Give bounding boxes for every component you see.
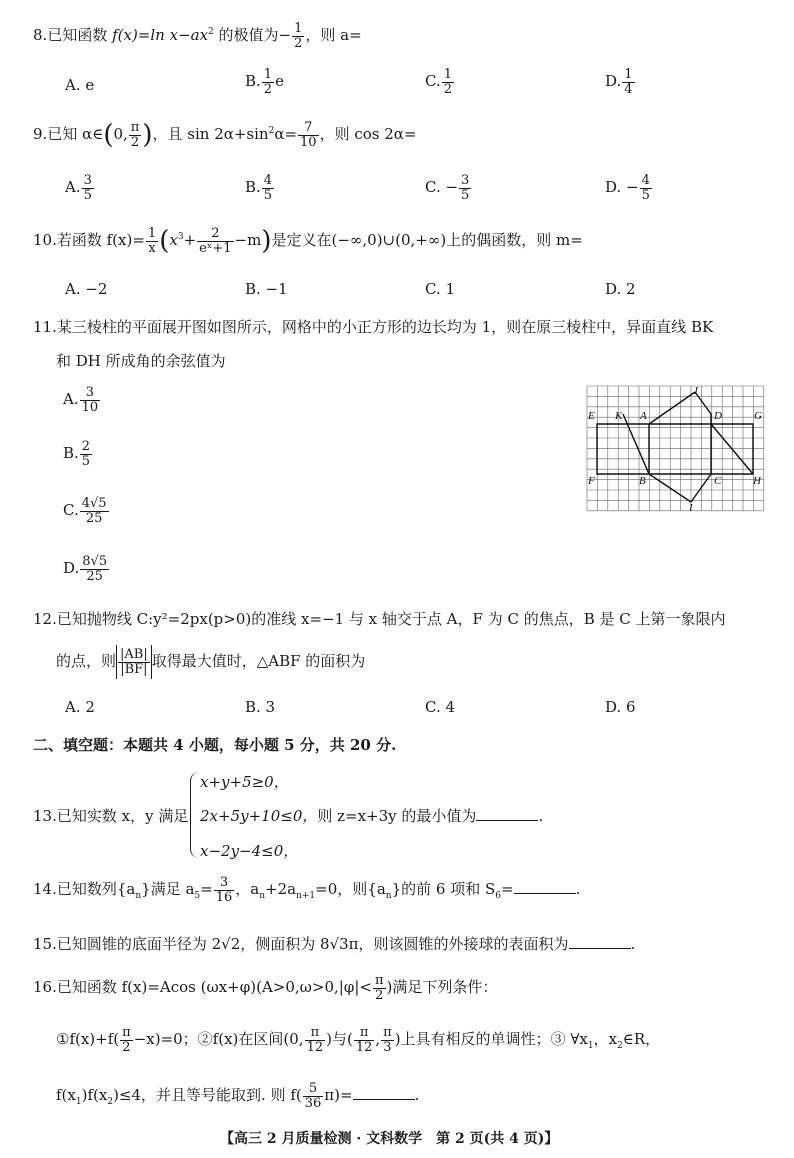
question-9-stem: 9.已知 α∈(0, $\frac{\pi}{2}$ )，且 $\sin 2\alpha+\sin^2\alpha=$ $\frac{7}{10}$ ，则 cos 2α=: [33, 119, 417, 150]
question-16-stem: 16.已知函数 f(x)=Acos (ωx+φ)(A>0,ω>0,|φ|< $\frac{\pi}{2}$ )满足下列条件：: [33, 973, 498, 1003]
label-b: B: [639, 475, 646, 487]
net-outline: [597, 392, 753, 502]
q13-condition-3: x−2y−4≤0，: [200, 842, 299, 860]
q10-option-d: D. 2: [605, 280, 636, 298]
q9-option-c: C. − $\frac{3}{5}$: [425, 173, 470, 203]
question-16-line3: $f(x_1)f(x_2)\le 4$，并且等号能取到. 则 f( $\frac{5}{36}$ π)= .: [56, 1081, 420, 1111]
page-footer: 【高三 2 月质量检测 · 文科数学 第 2 页(共 4 页)】: [220, 1131, 559, 1147]
q12-option-d: D. 6: [605, 698, 636, 716]
question-14-stem: 14.已知数列$\{a_n\}$满足 $a_5=$ $\frac{3}{16}$ ，$a_n+2a_{n+1}=0$，则$\{a_n\}$的前 6 项和 $S_6=$ .: [33, 875, 581, 905]
label-d: D: [714, 410, 722, 422]
label-c: C: [714, 475, 722, 487]
q9-option-d: D. − $\frac{4}{5}$: [605, 173, 650, 203]
label-k: K: [615, 410, 623, 422]
q13-condition-2: 2x+5y+10≤0，则 z=x+3y 的最小值为 .: [200, 807, 544, 825]
question-8-stem: 8.已知函数 f(x)=ln $x-ax^2$ 的极值为− $\frac{1}{2}$ ，则 a=: [33, 21, 362, 51]
q8-option-a: A. e: [65, 76, 95, 94]
label-i: I: [689, 502, 693, 512]
question-13-stem: 13.已知实数 x，y 满足: [33, 807, 189, 825]
edge-d-h: [711, 424, 753, 474]
label-f: F: [588, 475, 595, 487]
section-2-heading: 二、填空题：本题共 4 小题，每小题 5 分，共 20 分.: [33, 736, 397, 754]
q11-option-a: A. $\frac{3}{10}$: [63, 385, 99, 415]
edge-k-b: [623, 414, 649, 474]
q12-option-b: B. 3: [245, 698, 276, 716]
q9-option-a: A. $\frac{3}{5}$: [65, 173, 92, 203]
q10-option-b: B. −1: [245, 280, 288, 298]
q16-answer-blank: [353, 1099, 415, 1100]
q8-option-c: C. $\frac{1}{2}$: [425, 67, 452, 97]
q11-option-b: B. $\frac{2}{5}$: [63, 439, 91, 469]
q13-brace: [190, 772, 199, 858]
label-a: A: [640, 410, 647, 422]
label-e: E: [588, 410, 595, 422]
question-12-line2: 的点，则 $\frac{|AB|}{|BF|}$ 取得最大值时，△ABF 的面积为: [56, 645, 365, 679]
label-h: H: [753, 475, 761, 487]
q10-option-a: A. −2: [65, 280, 108, 298]
net-rectangle: [597, 424, 753, 474]
q11-option-c: C. $\frac{4√5}{25}$: [63, 496, 107, 526]
q12-option-a: A. 2: [65, 698, 95, 716]
question-11-line2: 和 DH 所成角的余弦值为: [56, 352, 226, 370]
question-12-line1: 12.已知抛物线 C:y²=2px(p>0)的准线 x=−1 与 x 轴交于点 A，F 为 C 的焦点，B 是 C 上第一象限内: [33, 610, 726, 628]
q13-answer-blank: [476, 820, 538, 821]
edge-a-j: [649, 392, 695, 424]
question-10-stem: 10.若函数 f(x)= $\frac{1}{x}$ ($x^3+$ $\frac{2}{\text{eˣ+1}}$ −m)是定义在(−∞,0)∪(0,+∞)上的偶函数，则 m=: [33, 225, 583, 256]
q9-option-b: B. $\frac{4}{5}$: [245, 173, 273, 203]
label-g: G: [754, 410, 762, 422]
question-15-stem: 15.已知圆锥的底面半径为 2√2，侧面积为 8√3π，则该圆锥的外接球的表面积为 .: [33, 935, 636, 953]
q8-option-b: B. $\frac{1}{2}$ e: [245, 67, 284, 97]
question-11-line1: 11.某三棱柱的平面展开图如图所示，网格中的小正方形的边长均为 1，则在原三棱柱中，异面直线 BK: [33, 318, 714, 336]
q11-option-d: D. $\frac{8√5}{25}$: [63, 554, 108, 584]
q13-condition-1: x+y+5≥0，: [200, 773, 289, 791]
question-16-line2: ①f(x)+f( $\frac{\pi}{2}$ −x)=0；②f(x)在区间(0, $\frac{\pi}{12}$ )与( $\frac{\pi}{12}$ , $\frac{\pi}{3}$ )上具有相反的单调性；③ $\forall x_1$，$x_2\in R$，: [56, 1025, 661, 1055]
q12-option-c: C. 4: [425, 698, 456, 716]
edge-i-c: [691, 474, 711, 502]
q10-option-c: C. 1: [425, 280, 456, 298]
q15-answer-blank: [569, 948, 631, 949]
label-j: J: [693, 385, 698, 397]
q14-answer-blank: [514, 893, 576, 894]
prism-net-figure: [585, 384, 767, 512]
q8-option-d: D. $\frac{1}{4}$: [605, 67, 633, 97]
